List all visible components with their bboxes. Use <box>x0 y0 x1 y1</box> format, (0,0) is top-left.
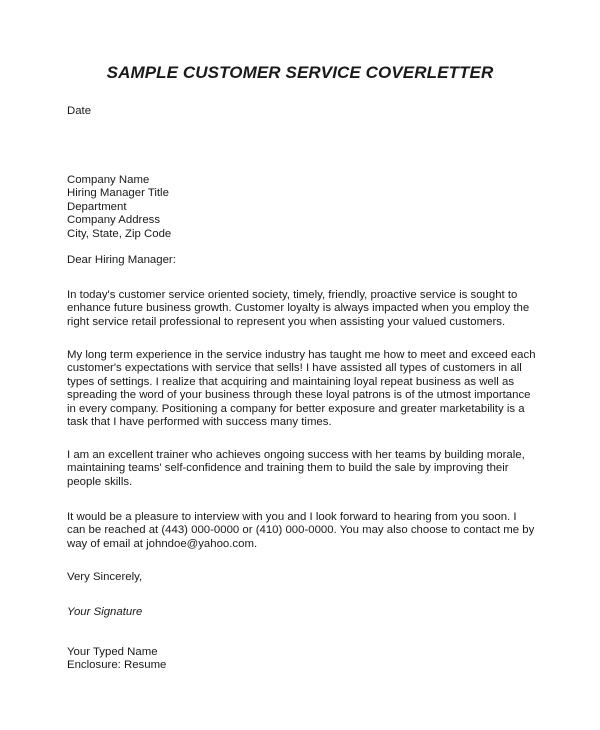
company-name: Company Name <box>67 174 150 186</box>
salutation-text: Dear Hiring Manager: <box>67 254 176 266</box>
paragraph-2 <box>67 349 552 429</box>
paragraph-line: in every company. Positioning a company for better exposure and greater marketability is a <box>67 402 525 415</box>
paragraph-1 <box>67 289 552 329</box>
paragraph-line: In today's customer service oriented society, timely, friendly, proactive service is sought to <box>67 289 518 301</box>
paragraph-line: way of email at johndoe@yahoo.com. <box>67 537 258 550</box>
city-state-zip: City, State, Zip Code <box>67 227 172 240</box>
paragraph-line: It would be a pleasure to interview with you and I look forward to hearing from you soon. I <box>67 511 517 523</box>
hiring-manager-title: Hiring Manager Title <box>67 187 169 200</box>
paragraph-line: types of settings. I realize that acquiring and maintaining loyal repeat business as well as <box>67 375 515 388</box>
company-address: Company Address <box>67 214 161 227</box>
typed-name: Your Typed Name <box>67 646 158 658</box>
paragraph-line: right service retail professional to represent you when assisting your valued customers. <box>67 315 506 328</box>
paragraph-4 <box>67 511 552 551</box>
enclosure: Enclosure: Resume <box>67 659 167 672</box>
closing-text: Very Sincerely, <box>67 571 143 583</box>
date-text: Date <box>67 105 92 117</box>
paragraph-line: enhance future business growth. Customer loyalty is always impacted when you employ the <box>67 302 530 315</box>
paragraph-line: My long term experience in the service industry has taught me how to meet and exceed each <box>67 349 536 361</box>
signature-text: Your Signature <box>67 606 143 618</box>
paragraph-line: spreading the word of your business through these loyal patrons is of the utmost importance <box>67 389 531 402</box>
paragraph-line: can be reached at (443) 000-0000 or (410) 000-0000. You may also choose to contact me by <box>67 524 535 537</box>
paragraph-line: I am an excellent trainer who achieves ongoing success with her teams by building morale, <box>67 449 525 461</box>
date-label <box>67 105 552 118</box>
signature-block <box>67 606 552 619</box>
salutation <box>67 254 552 267</box>
closing <box>67 571 552 584</box>
paragraph-line: task that I have performed with success many times. <box>67 416 332 429</box>
typed-name-block <box>67 646 552 673</box>
paragraph-line: maintaining teams' self-confidence and training them to build the sale by improving their <box>67 462 509 475</box>
paragraph-line: people skills. <box>67 475 133 488</box>
recipient-address-block <box>67 174 552 241</box>
paragraph-line: customer's expectations with service that sells! I have assisted all types of customers in all <box>67 362 522 375</box>
letter-title: SAMPLE CUSTOMER SERVICE COVERLETTER <box>106 63 494 82</box>
department: Department <box>67 200 127 213</box>
paragraph-3 <box>67 449 552 489</box>
